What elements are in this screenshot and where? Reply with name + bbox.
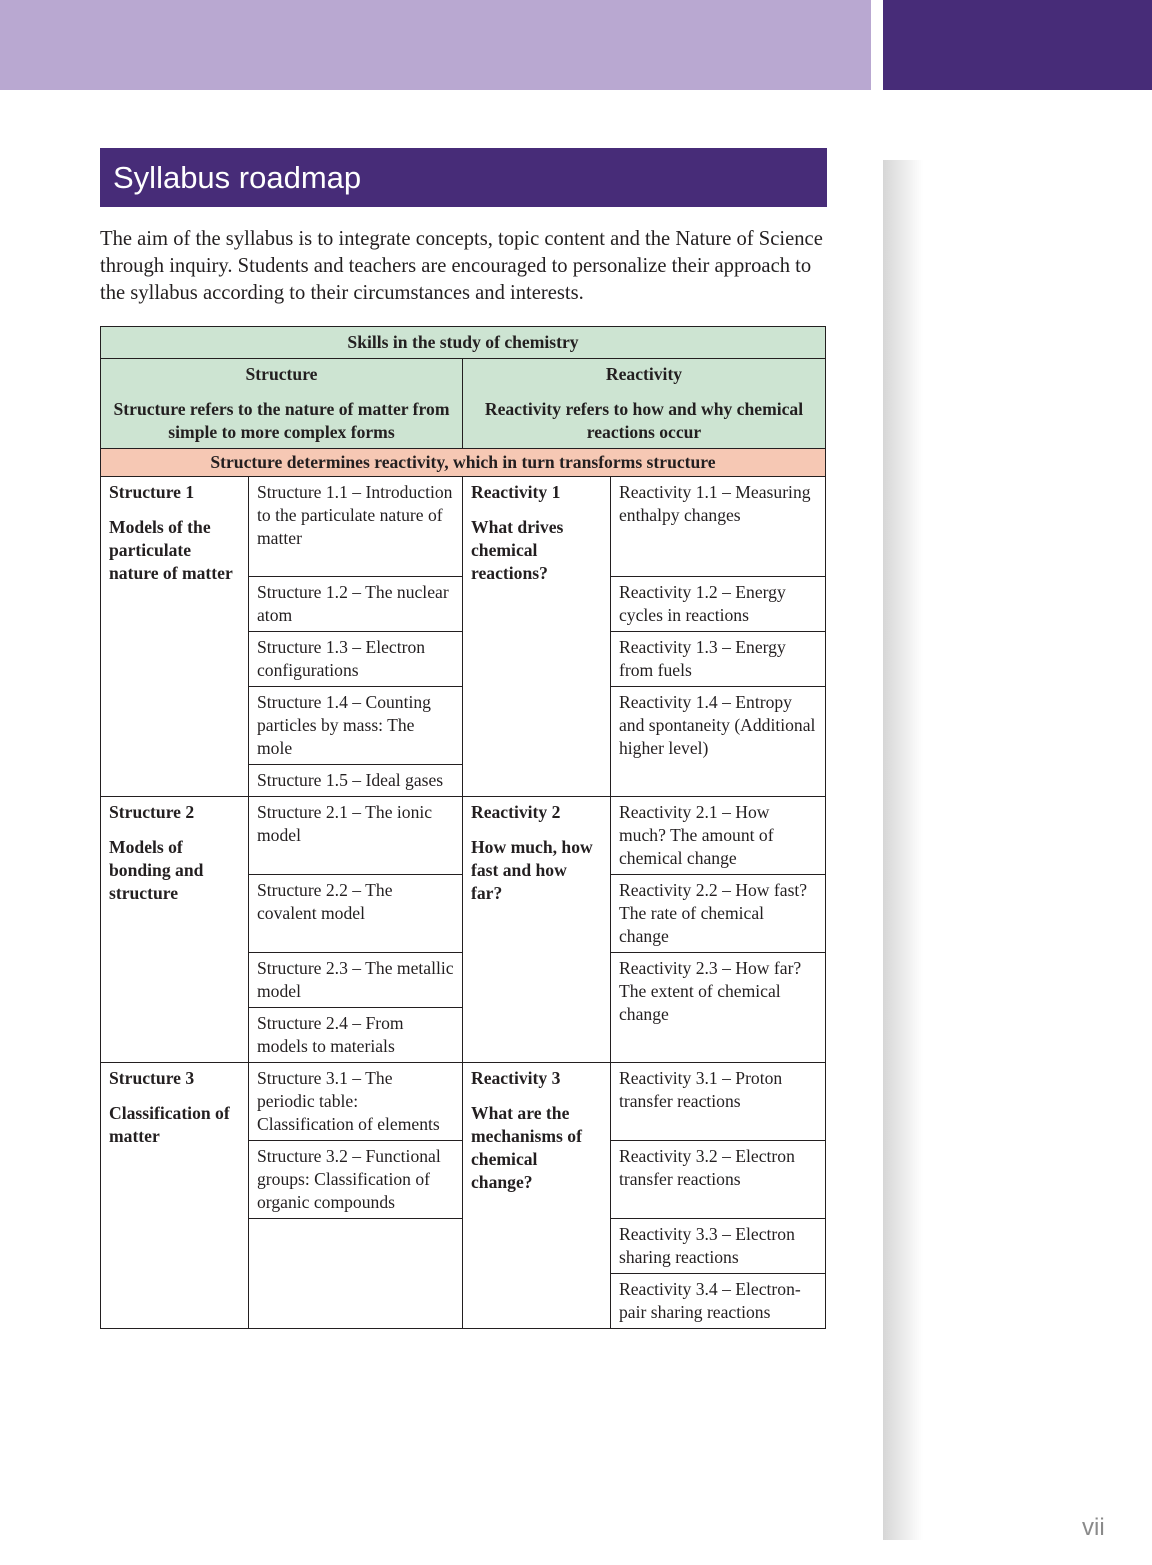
structure-category-cell <box>101 477 249 797</box>
structure-topic-cell: Structure 1.4 – Counting particles by mass: The mole <box>249 687 463 765</box>
reactivity-category-subtitle: How much, how fast and how far? <box>471 837 593 903</box>
structure-topic-cell: Structure 3.1 – The periodic table: Classification of elements <box>249 1063 463 1141</box>
reactivity-topic-cell: Reactivity 1.3 – Energy from fuels <box>611 632 826 687</box>
reactivity-category-subtitle: What are the mechanisms of chemical change? <box>471 1103 582 1192</box>
reactivity-topic-cell: Reactivity 1.4 – Entropy and spontaneity (Additional higher level) <box>611 687 826 797</box>
reactivity-topic-cell: Reactivity 1.1 – Measuring enthalpy changes <box>611 477 826 577</box>
reactivity-topic-cell: Reactivity 3.2 – Electron transfer reactions <box>611 1141 826 1219</box>
syllabus-roadmap-table <box>100 326 826 1329</box>
structure-topic-cell: Structure 2.3 – The metallic model <box>249 953 463 1008</box>
reactivity-topic-cell: Reactivity 2.2 – How fast? The rate of chemical change <box>611 875 826 953</box>
reactivity-topic-cell: Reactivity 1.2 – Energy cycles in reactions <box>611 577 826 632</box>
reactivity-category-cell <box>463 1063 611 1329</box>
reactivity-topic-cell: Reactivity 2.3 – How far? The extent of chemical change <box>611 953 826 1063</box>
structure-topic-cell: Structure 1.2 – The nuclear atom <box>249 577 463 632</box>
structure-category-name: Structure 1 <box>109 482 195 502</box>
reactivity-category-name: Reactivity 3 <box>471 1068 561 1088</box>
reactivity-category-cell <box>463 797 611 1063</box>
structure-category-cell <box>101 797 249 1063</box>
structure-header <box>101 359 463 449</box>
structure-topic-cell: Structure 1.3 – Electron configurations <box>249 632 463 687</box>
reactivity-category-subtitle: What drives chemical reactions? <box>471 517 564 583</box>
reactivity-header <box>463 359 826 449</box>
reactivity-topic-cell: Reactivity 3.4 – Electron-pair sharing reactions <box>611 1274 826 1329</box>
reactivity-topic-cell: Reactivity 3.3 – Electron sharing reactions <box>611 1219 826 1274</box>
structure-topic-cell: Structure 2.2 – The covalent model <box>249 875 463 953</box>
structure-category-cell <box>101 1063 249 1329</box>
structure-topic-cell: Structure 2.1 – The ionic model <box>249 797 463 875</box>
reactivity-topic-cell: Reactivity 2.1 – How much? The amount of chemical change <box>611 797 826 875</box>
structure-topic-cell: Structure 3.2 – Functional groups: Classification of organic compounds <box>249 1141 463 1219</box>
structure-header-description: Structure refers to the nature of matter from simple to more complex forms <box>113 399 450 442</box>
top-band-light <box>0 0 871 90</box>
structure-category-name: Structure 2 <box>109 802 195 822</box>
structure-topic-cell: Structure 1.5 – Ideal gases <box>249 765 463 797</box>
page-margin-shadow <box>883 160 923 1540</box>
page-title: Syllabus roadmap <box>113 160 362 195</box>
structure-topic-cell: Structure 1.1 – Introduction to the particulate nature of matter <box>249 477 463 577</box>
bridge-statement: Structure determines reactivity, which in turn transforms structure <box>101 449 826 477</box>
title-bar <box>100 148 827 207</box>
structure-category-subtitle: Classification of matter <box>109 1103 230 1146</box>
reactivity-header-name: Reactivity <box>605 364 683 384</box>
structure-category-subtitle: Models of bonding and structure <box>109 837 204 903</box>
reactivity-header-description: Reactivity refers to how and why chemical reactions occur <box>484 399 804 442</box>
structure-category-subtitle: Models of the particulate nature of matter <box>109 517 233 583</box>
reactivity-category-name: Reactivity 1 <box>471 482 561 502</box>
intro-paragraph: The aim of the syllabus is to integrate concepts, topic content and the Nature of Science through inquiry. Students and teachers are encouraged to personalize their approach to the syllabus according to their circumstances and interests. <box>100 228 823 304</box>
skills-header: Skills in the study of chemistry <box>101 327 826 359</box>
reactivity-category-name: Reactivity 2 <box>471 802 561 822</box>
reactivity-category-cell <box>463 477 611 797</box>
top-band-dark <box>883 0 1152 90</box>
page-number: vii <box>1082 1514 1105 1541</box>
structure-category-name: Structure 3 <box>109 1068 195 1088</box>
structure-header-name: Structure <box>245 364 318 384</box>
structure-topic-empty-cell <box>249 1219 463 1329</box>
structure-topic-cell: Structure 2.4 – From models to materials <box>249 1008 463 1063</box>
reactivity-topic-cell: Reactivity 3.1 – Proton transfer reactions <box>611 1063 826 1141</box>
